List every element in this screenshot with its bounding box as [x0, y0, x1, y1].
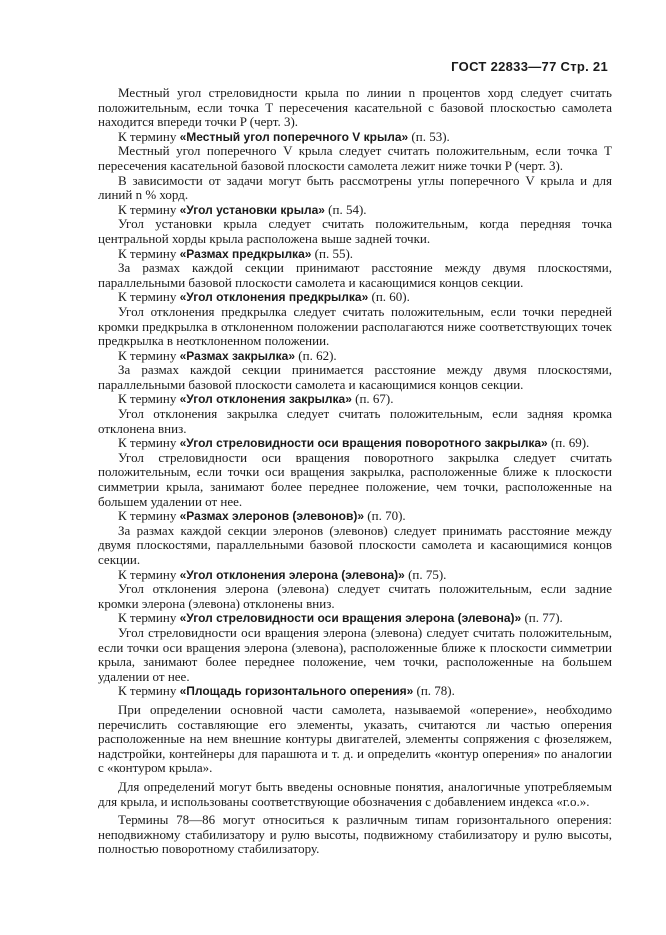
- paragraph: За размах каждой секции принимается расстояние между двумя плоскостями, параллельными базовой плоскости самолета и касающимися концов секции.: [98, 362, 612, 392]
- term-name: «Размах предкрылка»: [179, 246, 312, 261]
- term-name: «Угол отклонения предкрылка»: [179, 290, 369, 305]
- term-reference: К термину «Угол стреловидности оси вращения элерона (элевона)» (п. 77).: [118, 610, 563, 626]
- paragraph: Угол отклонения предкрылка следует считать положительным, если точки передней кромки предкрылка в отклоненном положении располагаются ниже соответствующих точек предкрылка в неотклоненном положении.: [98, 303, 612, 349]
- paragraph: Термины 78—86 могут относиться к различным типам горизонтального оперения: неподвижному стабилизатору и рулю высоты, подвижному стабилизатору и рулю высоты, полностью поворотному стабилизатору.: [98, 812, 612, 857]
- page-number: Стр. 21: [560, 59, 608, 74]
- term-name: «Местный угол поперечного V крыла»: [179, 129, 409, 144]
- paragraph: Угол отклонения элерона (элевона) следует считать положительным, если задние кромки элерона (элевона) отклонены вниз.: [98, 581, 612, 611]
- term-name: «Площадь горизонтального оперения»: [179, 684, 414, 699]
- term-reference: К термину «Местный угол поперечного V крыла» (п. 53).: [118, 128, 450, 144]
- term-reference: К термину «Угол отклонения элерона (элевона)» (п. 75).: [118, 566, 447, 582]
- standard-number: ГОСТ 22833—77: [451, 59, 557, 74]
- document-body: [98, 86, 612, 857]
- paragraph: Угол стреловидности оси вращения элерона (элевона) следует считать положительным, если точки оси вращения элерона (элевона), расположенные ближе к плоскости симметрии крыла, занимают более переднее положение, чем точки, расположенные на большем удалении от нее.: [98, 624, 612, 684]
- paragraph: За размах каждой секции принимают расстояние между двумя плоскостями, параллельными базовой плоскости самолета и касающимися концов секции.: [98, 260, 612, 290]
- term-reference: К термину «Угол отклонения предкрылка» (п. 60).: [118, 289, 410, 305]
- term-name: «Размах закрылка»: [179, 348, 296, 363]
- paragraph: Угол отклонения закрылка следует считать положительным, если задняя кромка отклонена вниз.: [98, 406, 612, 436]
- term-name: «Угол отклонения элерона (элевона)»: [179, 567, 405, 582]
- term-name: «Угол отклонения закрылка»: [179, 392, 352, 407]
- paragraph: Местный угол поперечного V крыла следует считать положительным, если точка T пересечения касательной базовой плоскости самолета лежит ниже точки P (черт. 3).: [98, 143, 612, 173]
- term-reference: К термину «Угол установки крыла» (п. 54).: [118, 201, 367, 217]
- paragraph: При определении основной части самолета, называемой «оперение», необходимо перечислить составляющие его элементы, указать, считаются ли частью оперения расположенные на нем внешние контуры двигателей, элементы сопряжения с фюзеляжем, надстройки, контейнеры для парашюта и т. д. и определить «контур оперения» по аналогии с «контуром крыла».: [98, 701, 612, 776]
- term-reference: К термину «Размах элеронов (элевонов)» (п. 70).: [118, 508, 406, 524]
- paragraph: Для определений могут быть введены основные понятия, аналогичные употребляемым для крыла, и использованы соответствующие обозначения с добавлением индекса «г.о.».: [98, 778, 612, 809]
- term-reference: К термину «Угол стреловидности оси вращения поворотного закрылка» (п. 69).: [118, 435, 590, 451]
- term-name: «Размах элеронов (элевонов)»: [179, 509, 365, 524]
- paragraph: Угол установки крыла следует считать положительным, когда передняя точка центральной хорды крыла расположена выше задней точки.: [98, 216, 612, 246]
- term-reference: К термину «Размах закрылка» (п. 62).: [118, 347, 337, 363]
- page-header: [451, 60, 608, 75]
- paragraph: За размах каждой секции элеронов (элевонов) следует принимать расстояние между двумя плоскостями, параллельными базовой плоскости самолета и касающимися концов секции.: [98, 522, 612, 567]
- term-name: «Угол установки крыла»: [179, 202, 325, 217]
- paragraph: Местный угол стреловидности крыла по линии n процентов хорд следует считать положительным, если точка T пересечения касательной с базовой плоскостью самолета находится впереди точки P (черт. 3).: [98, 85, 612, 130]
- term-reference: К термину «Угол отклонения закрылка» (п. 67).: [118, 391, 394, 407]
- paragraph: В зависимости от задачи могут быть рассмотрены углы поперечного V крыла и для линий n % хорд.: [98, 172, 612, 203]
- term-reference: К термину «Площадь горизонтального оперения» (п. 78).: [118, 683, 455, 699]
- term-reference: К термину «Размах предкрылка» (п. 55).: [118, 245, 354, 261]
- term-name: «Угол стреловидности оси вращения поворотного закрылка»: [179, 436, 548, 451]
- term-name: «Угол стреловидности оси вращения элерона (элевона)»: [179, 611, 522, 626]
- paragraph: Угол стреловидности оси вращения поворотного закрылка следует считать положительным, если точки оси вращения закрылка, расположенные ближе к плоскости симметрии крыла, занимают более переднее положение, чем точки, расположенные на большем удалении от нее.: [98, 449, 612, 509]
